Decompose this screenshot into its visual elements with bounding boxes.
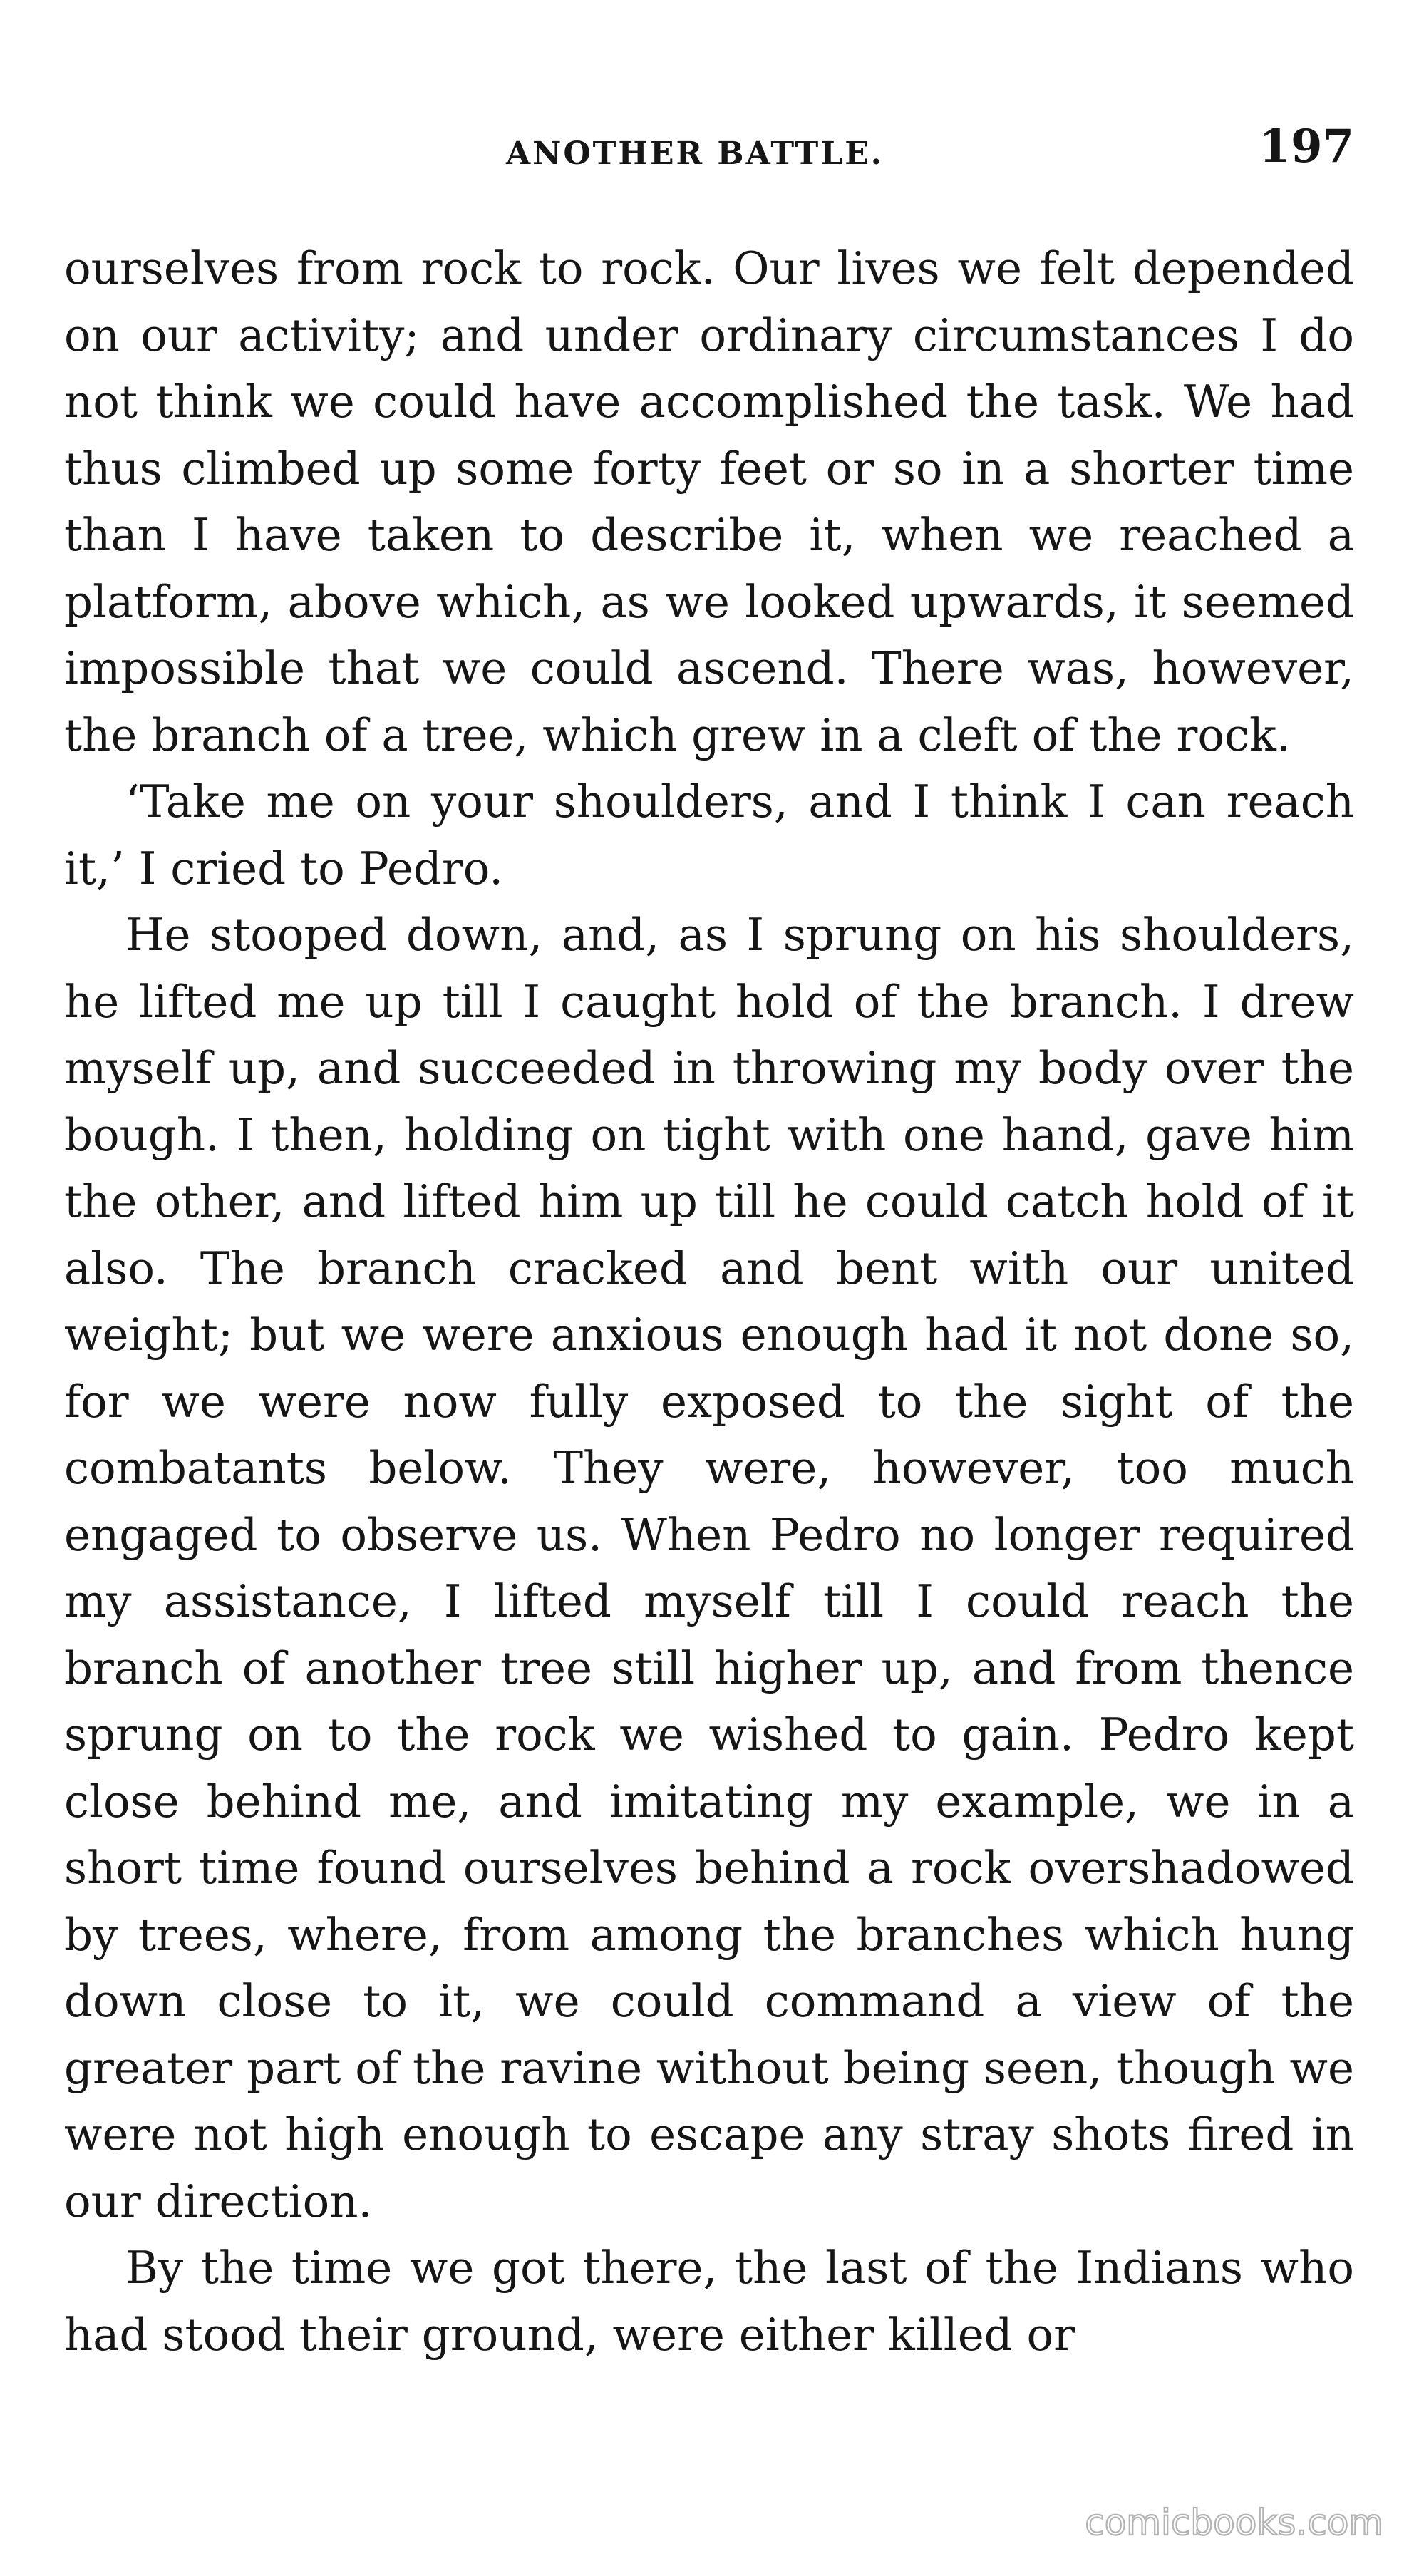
body-text: [64, 235, 1354, 2368]
paragraph: ‘Take me on your shoulders, and I think I can reach it,’ I cried to Pedro.: [64, 776, 1354, 895]
page-number: 197: [1259, 120, 1354, 173]
watermark-text: comicbooks.com: [1085, 2502, 1383, 2543]
watermark-area: [1059, 2498, 1387, 2547]
running-title: ANOTHER BATTLE.: [506, 135, 884, 172]
paragraph: He stooped down, and, as I sprung on his shoulders, he lifted me up till I caught hold of the branch. I drew myself up, and succeeded in throwing my body over the bough. I then, holding on tight with one hand, gave him the other, and lifted him up till he could catch hold of it also. The branch cracked and bent with our united weight; but we were anxious enough had it not done so, for we were now fully exposed to the sight of the combatants below. They were, however, too much engaged to observe us. When Pedro no longer required my assistance, I lifted myself till I could reach the branch of another tree still higher up, and from thence sprung on to the rock we wished to gain. Pedro kept close behind me, and imitating my example, we in a short time found ourselves behind a rock overshadowed by trees, where, from among the branches which hung down close to it, we could command a view of the greater part of the ravine without being seen, though we were not high enough to escape any stray shots fired in our direction.: [64, 909, 1354, 2227]
watermark-logo: [1059, 2498, 1387, 2547]
paragraph: ourselves from rock to rock. Our lives we felt depended on our activity; and under ordinary circumstances I do not think we could have accomplished the task. We had thus climbed up some forty feet or so in a shorter time than I have taken to describe it, when we reached a platform, above which, as we looked upwards, it seemed impossible that we could ascend. There was, however, the branch of a tree, which grew in a cleft of the rock.: [64, 242, 1354, 761]
paragraph: By the time we got there, the last of the Indians who had stood their ground, were either killed or: [64, 2242, 1354, 2361]
page-header: [64, 120, 1354, 184]
